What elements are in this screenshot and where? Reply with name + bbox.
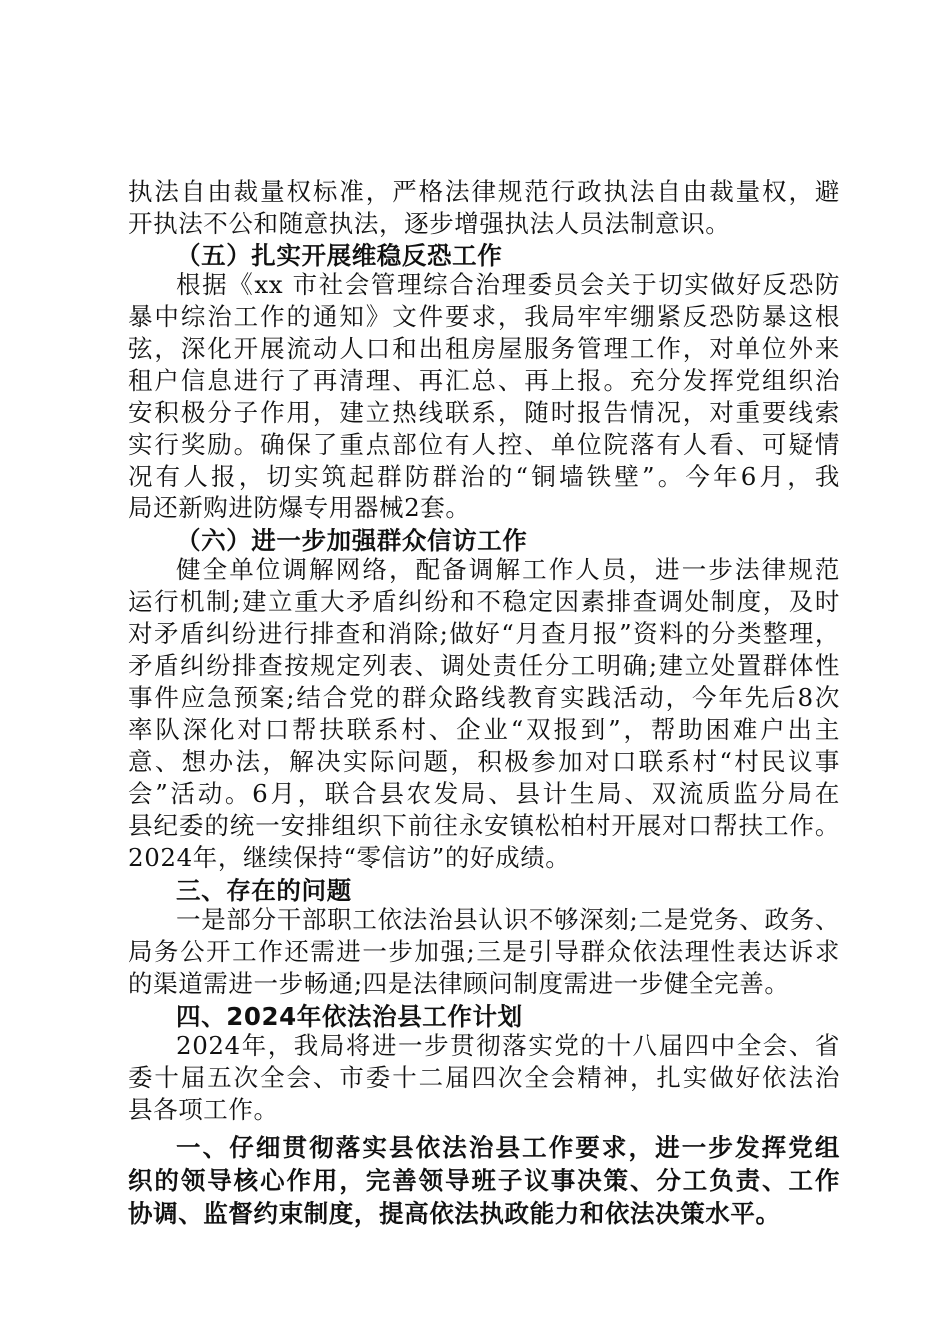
paragraph-line: 的渠道需进一步畅通;四是法律顾问制度需进一步健全完善。 bbox=[128, 969, 790, 998]
section-heading: 四、2024年依法治县工作计划 bbox=[176, 1002, 523, 1031]
plan-item-line: 一、仔细贯彻落实县依法治县工作要求，进一步发挥党组 bbox=[176, 1133, 840, 1162]
paragraph-line: 一是部分干部职工依法治县认识不够深刻;二是党务、政务、 bbox=[176, 905, 840, 934]
paragraph-line: 租户信息进行了再清理、再汇总、再上报。充分发挥党组织治 bbox=[128, 366, 840, 395]
paragraph-line: 根据《xx 市社会管理综合治理委员会关于切实做好反恐防 bbox=[176, 270, 840, 299]
paragraph-line: 率队深化对口帮扶联系村、企业“双报到”，帮助困难户出主 bbox=[128, 715, 840, 744]
paragraph-line: 对矛盾纠纷进行排查和消除;做好“月查月报”资料的分类整理， bbox=[128, 619, 840, 648]
section-heading: （六）进一步加强群众信访工作 bbox=[176, 526, 528, 555]
paragraph-line: 委十届五次全会、市委十二届四次全会精神，扎实做好依法治 bbox=[128, 1063, 840, 1092]
paragraph-line: 弦，深化开展流动人口和出租房屋服务管理工作，对单位外来 bbox=[128, 334, 840, 363]
paragraph-line: 2024年，我局将进一步贯彻落实党的十八届四中全会、省 bbox=[176, 1031, 840, 1060]
plan-item-line: 协调、监督约束制度，提高依法执政能力和依法决策水平。 bbox=[128, 1199, 781, 1228]
paragraph-line: 意、想办法，解决实际问题，积极参加对口联系村“村民议事 bbox=[128, 747, 840, 776]
paragraph-line: 2024年，继续保持“零信访”的好成绩。 bbox=[128, 843, 571, 872]
paragraph-line: 事件应急预案;结合党的群众路线教育实践活动，今年先后8次 bbox=[128, 683, 840, 712]
paragraph-line: 暴中综治工作的通知》文件要求，我局牢牢绷紧反恐防暴这根 bbox=[128, 302, 840, 331]
paragraph-line: 安积极分子作用，建立热线联系，随时报告情况，对重要线索 bbox=[128, 398, 840, 427]
paragraph-line: 矛盾纠纷排查按规定列表、调处责任分工明确;建立处置群体性 bbox=[128, 651, 840, 680]
paragraph-line: 局还新购进防爆专用器械2套。 bbox=[128, 493, 471, 522]
paragraph-line: 实行奖励。确保了重点部位有人控、单位院落有人看、可疑情 bbox=[128, 430, 840, 459]
paragraph-line: 执法自由裁量权标准，严格法律规范行政执法自由裁量权，避 bbox=[128, 177, 840, 206]
paragraph-line: 运行机制;建立重大矛盾纠纷和不稳定因素排查调处制度，及时 bbox=[128, 587, 840, 616]
paragraph-line: 健全单位调解网络，配备调解工作人员，进一步法律规范 bbox=[176, 555, 840, 584]
paragraph-line: 县各项工作。 bbox=[128, 1095, 279, 1124]
paragraph-line: 局务公开工作还需进一步加强;三是引导群众依法理性表达诉求 bbox=[128, 937, 840, 966]
paragraph-line: 开执法不公和随意执法，逐步增强执法人员法制意识。 bbox=[128, 209, 731, 238]
section-heading: 三、存在的问题 bbox=[176, 876, 352, 905]
paragraph-line: 县纪委的统一安排组织下前往永安镇松柏村开展对口帮扶工作。 bbox=[128, 811, 840, 840]
plan-item-line: 织的领导核心作用，完善领导班子议事决策、分工负责、工作 bbox=[128, 1166, 840, 1195]
section-heading: （五）扎实开展维稳反恐工作 bbox=[176, 241, 503, 270]
paragraph-line: 会”活动。6月，联合县农发局、县计生局、双流质监分局在 bbox=[128, 779, 840, 808]
paragraph-line: 况有人报，切实筑起群防群治的“铜墙铁壁”。今年6月，我 bbox=[128, 462, 840, 491]
